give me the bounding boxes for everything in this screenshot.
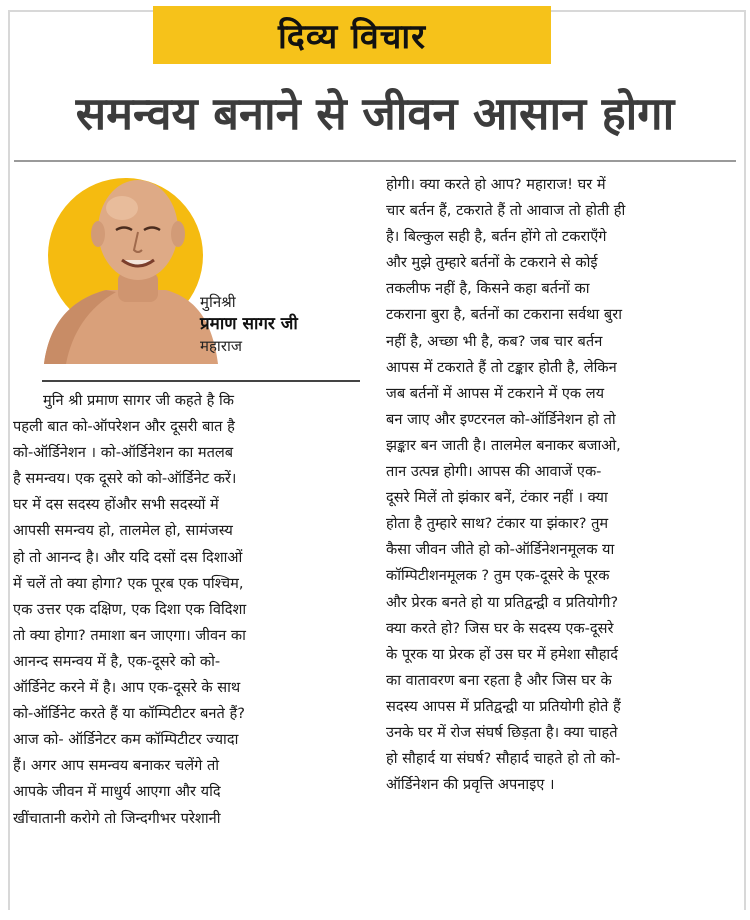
text-line: तान उत्पन्न होगी। आपस की आवाजें एक- [386,463,602,481]
caption-author-name: प्रमाण सागर जी [200,314,298,334]
frame-border-top-right [551,10,746,12]
article-body-right [386,172,734,798]
text-line: एक उत्तर एक दक्षिण, एक दिशा एक विदिशा [13,600,247,618]
frame-border-right [744,10,746,910]
text-line: तो क्या होगा? तमाशा बन जाएगा। जीवन का [13,626,246,644]
text-line: होगी। क्या करते हो आप? महाराज! घर में [386,176,606,193]
text-line: खींचातानी करोगे तो जिन्दगीभर परेशानी [13,809,221,827]
text-line: झङ्कार बन जाती है। तालमेल बनाकर बजाओ, [386,436,621,454]
headline-divider [14,160,736,162]
frame-border-left [8,10,10,910]
text-line: को-ऑर्डिनेट करते हैं या कॉम्पिटीटर बनते हैं? [13,705,245,723]
caption-honorific: मुनिश्री [200,293,236,311]
article-headline: समन्वय बनाने से जीवन आसान होगा [75,87,675,140]
text-line: पहली बात को-ऑपरेशन और दूसरी बात है [13,418,235,436]
text-line: चार बर्तन हैं, टकराते हैं तो आवाज तो होती ही [386,202,626,220]
text-line: नहीं है, अच्छा भी है, कब? जब चार बर्तन [386,332,603,350]
text-line: घर में दस सदस्य होंऔर सभी सदस्यों में [13,496,219,514]
text-line: के पूरक या प्रेरक हों उस घर में हमेशा सौहार्द [386,645,618,663]
left-column-rule [42,380,360,382]
text-line: जब बर्तनों में आपस में टकराने में एक लय [386,384,605,402]
text-line: आनन्द समन्वय में है, एक-दूसरे को को- [13,652,221,670]
text-line: बन जाए और इण्टरनल को-ऑर्डिनेशन हो तो [386,410,616,428]
text-line: और मुझे तुम्हारे बर्तनों के टकराने से कोई [386,254,598,272]
text-line: आपस में टकराते हैं तो टङ्कार होती है, लेकिन [386,358,617,376]
text-line: होता है तुम्हारे साथ? टंकार या झंकार? तुम [386,515,609,533]
text-line: है। बिल्कुल सही है, बर्तन होंगे तो टकराएँगे [386,228,607,246]
section-title: दिव्य विचार [277,17,427,57]
text-line: हो तो आनन्द है। और यदि दसों दस दिशाओं [13,548,243,566]
section-banner [153,6,551,64]
text-line: आपके जीवन में माधुर्य आएगा और यदि [13,783,221,801]
text-line: दूसरे मिलें तो झंकार बनें, टंकार नहीं । क्या [386,489,608,507]
text-line: हो सौहार्द या संघर्ष? सौहार्द चाहते हो तो को- [386,750,621,768]
text-line: मुनि श्री प्रमाण सागर जी कहते है कि [43,392,235,409]
text-line: में चलें तो क्या होगा? एक पूरब एक पश्चिम, [13,574,244,592]
text-line: को-ऑर्डिनेशन । को-ऑर्डिनेशन का मतलब [13,444,234,462]
text-line: कैसा जीवन जीते हो को-ऑर्डिनेशनमूलक या [386,541,615,559]
caption-title: महाराज [200,337,242,355]
frame-border-top [8,10,153,12]
text-line: कॉम्पिटीशनमूलक ? तुम एक-दूसरे के पूरक [386,567,610,585]
text-line: क्या करते हो? जिस घर के सदस्य एक-दूसरे [386,619,614,637]
text-line: आपसी समन्वय हो, तालमेल हो, सामंजस्य [13,522,233,540]
text-line: टकराना बुरा है, बर्तनों का टकराना सर्वथा बुरा [386,306,623,324]
text-line: हैं। अगर आप समन्वय बनाकर चलेंगे तो [13,757,220,775]
text-line: का वातावरण बना रहता है और जिस घर के [386,671,612,689]
text-line: उनके घर में रोज संघर्ष छिड़ता है। क्या चाहते [386,723,618,741]
text-line: तकलीफ नहीं है, किसने कहा बर्तनों का [386,280,590,298]
text-line: ऑर्डिनेशन की प्रवृत्ति अपनाइए । [386,776,555,794]
text-line: है समन्वय। एक दूसरे को को-ऑर्डिनेट करें। [13,470,237,488]
text-line: और प्रेरक बनते हो या प्रतिद्वन्द्वी व प्रतियोगी? [386,593,619,611]
author-caption [200,292,298,356]
text-line: ऑर्डिनेट करने में है। आप एक-दूसरे के साथ [13,679,241,697]
article-body-left [13,388,360,832]
text-line: सदस्य आपस में प्रतिद्वन्द्वी या प्रतियोगी होते हैं [386,697,621,715]
text-line: आज को- ऑर्डिनेटर कम कॉम्पिटीटर ज्यादा [13,731,239,749]
